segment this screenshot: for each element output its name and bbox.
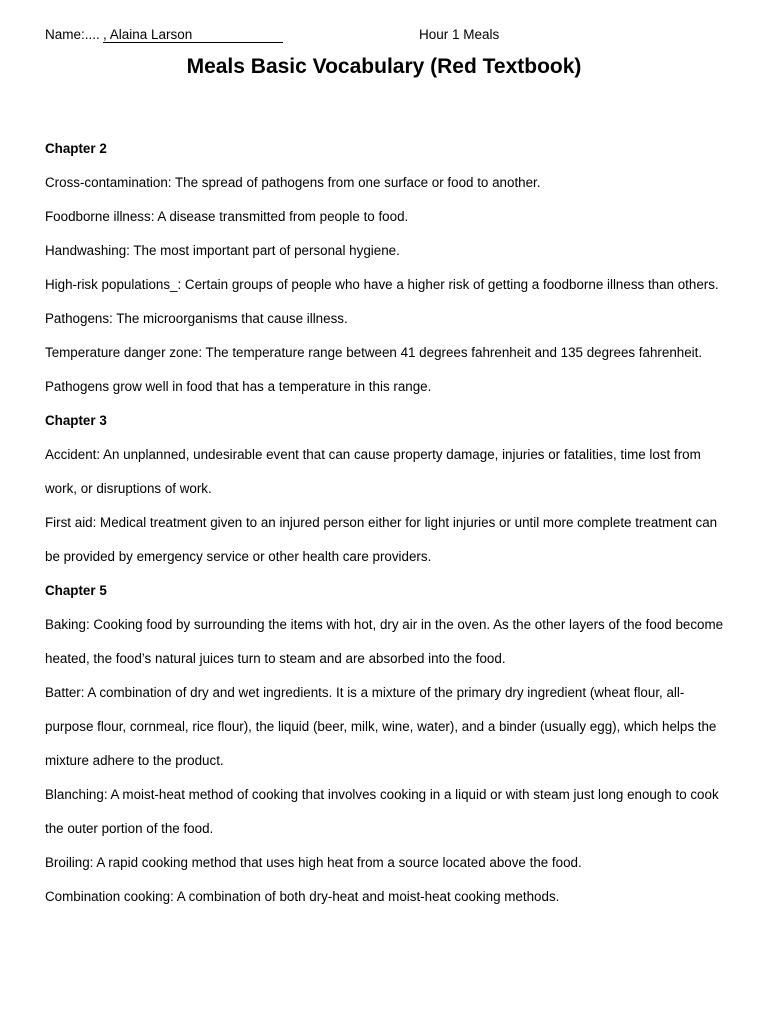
vocab-entry: Accident: An unplanned, undesirable event that can cause property damage, injuries or fatalities, time lost from work, or disruptions of work. bbox=[45, 447, 701, 496]
name-label: Name:.... bbox=[45, 27, 100, 42]
page-title: Meals Basic Vocabulary (Red Textbook) bbox=[186, 55, 582, 78]
class-hour-label: Hour 1 Meals bbox=[419, 27, 500, 42]
student-name: , Alaina Larson bbox=[103, 26, 283, 43]
vocab-entry: Temperature danger zone: The temperature range between 41 degrees fahrenheit and 135 degrees fahrenheit. Pathogens grow well in food that has a temperature in this range. bbox=[45, 345, 703, 394]
vocab-entry: Cross-contamination: The spread of pathogens from one surface or food to another. bbox=[45, 175, 541, 190]
vocabulary-content bbox=[45, 132, 730, 914]
header-row bbox=[45, 26, 725, 44]
vocab-entry: Pathogens: The microorganisms that cause illness. bbox=[45, 311, 348, 326]
vocab-entry: First aid: Medical treatment given to an injured person either for light injuries or until more complete treatment can be provided by emergency service or other health care providers. bbox=[45, 515, 718, 564]
chapter-heading: Chapter 2 bbox=[45, 141, 107, 156]
chapter-heading: Chapter 5 bbox=[45, 583, 107, 598]
chapter-heading: Chapter 3 bbox=[45, 413, 107, 428]
vocab-entry: High-risk populations_: Certain groups of people who have a higher risk of getting a foodborne illness than others. bbox=[45, 277, 719, 292]
vocab-entry: Foodborne illness: A disease transmitted from people to food. bbox=[45, 209, 409, 224]
vocab-entry: Combination cooking: A combination of both dry-heat and moist-heat cooking methods. bbox=[45, 889, 560, 904]
vocab-entry: Blanching: A moist-heat method of cooking that involves cooking in a liquid or with steam just long enough to cook the outer portion of the food. bbox=[45, 787, 719, 836]
vocab-entry: Broiling: A rapid cooking method that uses high heat from a source located above the food. bbox=[45, 855, 582, 870]
vocab-entry: Baking: Cooking food by surrounding the items with hot, dry air in the oven. As the other layers of the food become heated, the food’s natural juices turn to steam and are absorbed into the food. bbox=[45, 617, 724, 666]
vocab-entry: Handwashing: The most important part of personal hygiene. bbox=[45, 243, 400, 258]
vocab-entry: Batter: A combination of dry and wet ingredients. It is a mixture of the primary dry ingredient (wheat flour, all-purpose flour, cornmeal, rice flour), the liquid (beer, milk, wine, water), and a binder (usually egg), which helps the mixture adhere to the product. bbox=[45, 685, 717, 768]
